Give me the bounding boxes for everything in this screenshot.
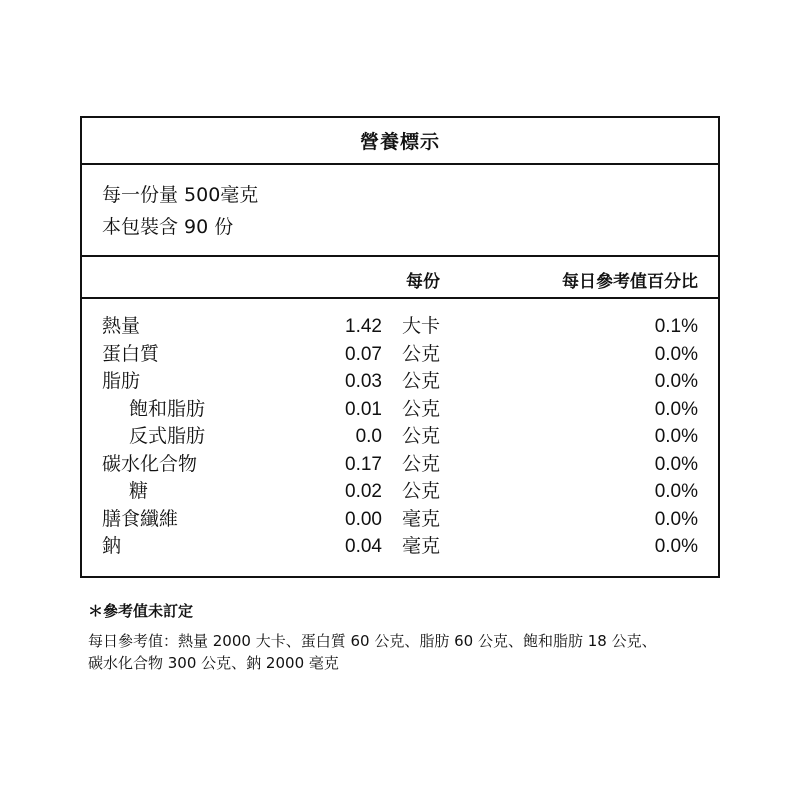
nutrient-row: [82, 478, 718, 506]
nutrient-daily-value: 0.0%: [654, 508, 698, 530]
nutrient-unit: 公克: [402, 397, 441, 420]
label-title: 營養標示: [82, 118, 718, 165]
serving-size: 每一份量 500毫克: [102, 184, 259, 206]
nutrient-daily-value: 0.0%: [654, 481, 698, 502]
nutrient-daily-value: 0.0%: [654, 343, 698, 365]
nutrient-daily-value: 0.0%: [654, 398, 698, 420]
nutrient-row: [82, 368, 718, 396]
footnote-line-1: 每日參考值：熱量 2000 大卡、蛋白質 60 公克、脂肪 60 公克、飽和脂肪 18 公克、: [88, 632, 657, 650]
nutrient-name: 熱量: [102, 315, 141, 337]
serving-info: [82, 165, 718, 257]
nutrition-label: [80, 116, 720, 578]
nutrient-unit: 公克: [402, 425, 441, 447]
nutrient-amount: 0.0: [355, 426, 382, 447]
nutrient-row: [82, 451, 718, 479]
nutrient-unit: 毫克: [402, 507, 441, 530]
nutrient-daily-value: 0.0%: [654, 536, 698, 557]
nutrient-name: 反式脂肪: [129, 425, 206, 447]
nutrient-amount: 1.42: [345, 316, 382, 337]
nutrient-daily-value: 0.0%: [654, 453, 698, 475]
footnote: [88, 600, 728, 674]
nutrient-amount: 0.02: [345, 481, 382, 502]
nutrient-unit: 公克: [402, 342, 441, 365]
nutrient-unit: 毫克: [402, 535, 441, 557]
per-serving-header: 每份: [406, 272, 440, 292]
nutrient-name: 糖: [129, 480, 149, 502]
daily-value-header: 每日參考值百分比: [562, 272, 698, 292]
column-headers: [82, 257, 718, 299]
footnote-line-2: 碳水化合物 300 公克、鈉 2000 毫克: [88, 654, 339, 672]
nutrient-row: [82, 313, 718, 341]
nutrient-amount: 0.00: [345, 508, 382, 530]
nutrient-unit: 公克: [402, 370, 441, 392]
nutrient-unit: 大卡: [402, 315, 441, 337]
nutrient-amount: 0.17: [345, 453, 382, 475]
nutrient-row: [82, 533, 718, 561]
nutrient-daily-value: 0.1%: [654, 316, 698, 337]
nutrient-amount: 0.03: [345, 371, 382, 392]
nutrient-name: 碳水化合物: [102, 452, 198, 475]
nutrient-amount: 0.07: [345, 343, 382, 365]
nutrient-name: 脂肪: [102, 370, 141, 392]
nutrient-amount: 0.04: [345, 536, 382, 557]
nutrient-name: 飽和脂肪: [129, 397, 206, 420]
nutrient-amount: 0.01: [345, 398, 382, 420]
nutrient-row: [82, 506, 718, 534]
footnote-title: ＊參考值未訂定: [88, 602, 194, 620]
nutrient-name: 膳食纖維: [102, 507, 179, 530]
nutrient-name: 鈉: [102, 535, 122, 557]
nutrient-unit: 公克: [402, 452, 441, 475]
nutrient-daily-value: 0.0%: [654, 426, 698, 447]
nutrient-daily-value: 0.0%: [654, 371, 698, 392]
nutrient-row: [82, 423, 718, 451]
nutrient-row: [82, 341, 718, 369]
nutrient-row: [82, 396, 718, 424]
servings-per-package: 本包裝含 90 份: [102, 216, 234, 238]
nutrient-name: 蛋白質: [102, 342, 160, 365]
nutrient-unit: 公克: [402, 480, 441, 502]
nutrient-rows: [82, 299, 718, 561]
